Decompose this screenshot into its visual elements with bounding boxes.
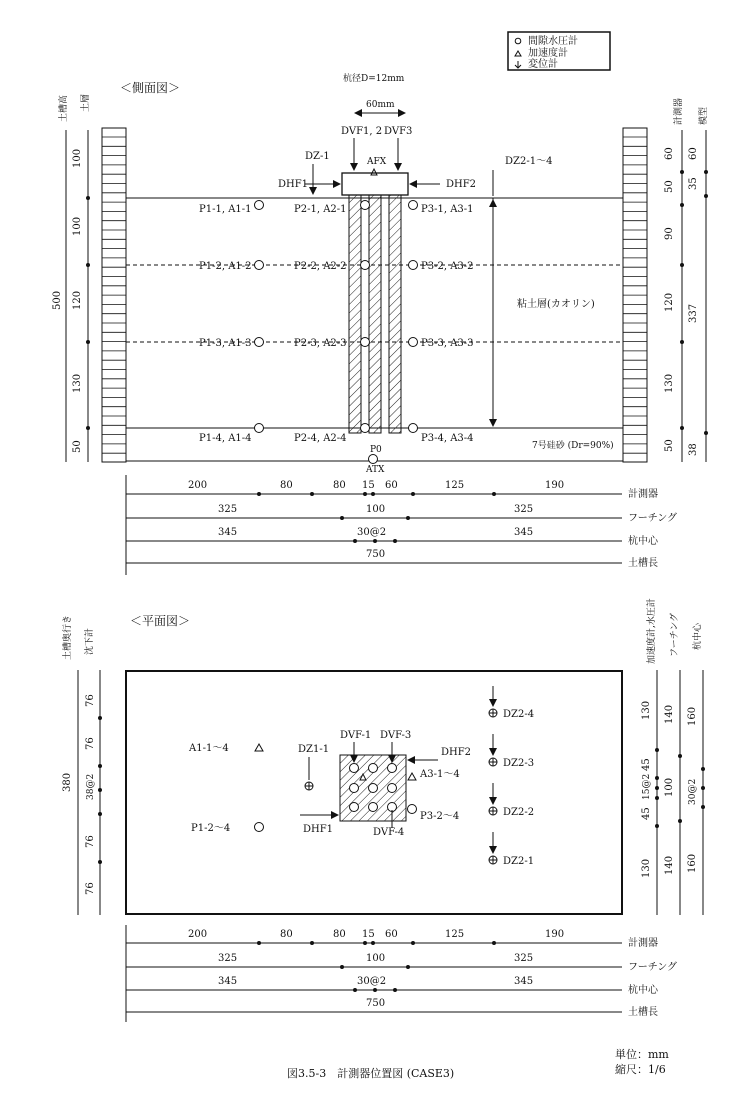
plan-view-title: ＜平面図＞ [130, 614, 191, 628]
dim-top-r1-125: 125 [445, 480, 465, 491]
instrument-header: 計測器 [674, 97, 684, 125]
layer-height-5: 50 [72, 440, 83, 453]
plan-r1-45a: 45 [641, 758, 652, 771]
model-height-4: 38 [688, 443, 699, 456]
dim-top-r1-60: 60 [385, 480, 398, 491]
a3-accelerometer-icon [408, 773, 416, 780]
pile-2 [369, 195, 381, 433]
plan-r1-45b: 45 [641, 807, 652, 820]
dvf12-label: DVF1, 2 [341, 126, 383, 137]
dz2-3-label: DZ2-3 [503, 758, 535, 769]
model-height-3: 337 [688, 303, 699, 323]
pile-center-header: 杭中心 [693, 622, 703, 650]
dz2-1-label: DZ2-1 [503, 856, 535, 867]
plan-r1-15x2: 15@2 [642, 773, 652, 800]
side-view-title: ＜側面図＞ [120, 81, 181, 95]
sensor-p2-4: P2-4, A2-4 [294, 433, 347, 444]
plan-dvf3-label: DVF-3 [380, 730, 412, 741]
dim-bot-label-pile: 杭中心 [628, 985, 658, 996]
legend-disp: 変位計 [528, 59, 558, 70]
plan-dhf2-label: DHF2 [441, 747, 472, 758]
plan-left-dim-4: 76 [85, 835, 96, 848]
clay-layer-label: 粘土層(カオリン) [517, 299, 595, 310]
dim-bot-r1-60: 60 [385, 929, 398, 940]
footing [342, 173, 408, 195]
scale-label: 縮尺：1/6 [615, 1063, 666, 1076]
dz2-sensors [489, 686, 534, 867]
dim-bot-label-instr: 計測器 [628, 938, 658, 949]
p3-pore-icon [408, 805, 417, 814]
dhf2-label: DHF2 [446, 179, 477, 190]
sensor-p3-2: P3-2, A3-2 [421, 261, 474, 272]
plan-r3-30x2: 30@2 [688, 778, 698, 805]
dim-bot-r1-200: 200 [188, 929, 208, 940]
instr-height-3: 90 [664, 227, 675, 240]
pile-3 [389, 195, 401, 433]
dim-bot-label-tank: 土槽長 [628, 1007, 658, 1018]
tank-height-header: 土槽高 [59, 94, 69, 122]
layer-height-4: 130 [72, 373, 83, 393]
instr-height-1: 60 [664, 147, 675, 160]
accel-pore-header: 加速度計,水圧計 [647, 598, 657, 664]
dim-bot-r2-325a: 325 [218, 953, 238, 964]
dim-bot-label-footing: フーチング [628, 962, 677, 973]
plan-r2-140b: 140 [664, 855, 675, 875]
dim-bot-r4-750: 750 [366, 998, 386, 1009]
dim-bot-r1-190: 190 [545, 929, 565, 940]
dim-bot-r3-30x2: 30@2 [357, 976, 387, 987]
legend-accel: 加速度計 [528, 48, 568, 59]
footing-width-label: 60mm [366, 100, 395, 110]
tank-height-total: 500 [52, 290, 63, 310]
unit-label: 単位：mm [615, 1048, 669, 1061]
plan-left-dim-5: 76 [85, 882, 96, 895]
dz1-label: DZ-1 [305, 151, 330, 162]
sensor-p3-1: P3-1, A3-1 [421, 204, 474, 215]
dim-top-r1-190: 190 [545, 480, 565, 491]
afx-label: AFX [367, 157, 387, 167]
instr-height-2: 50 [664, 180, 675, 193]
dim-bot-r1-15: 15 [362, 929, 375, 940]
sensor-row-4 [199, 433, 474, 444]
sensor-row-3 [199, 338, 474, 349]
dim-top-r2-100: 100 [366, 504, 386, 515]
instr-height-4: 120 [664, 292, 675, 312]
a1-accelerometer-icon [255, 744, 263, 751]
layer-height-3: 120 [72, 290, 83, 310]
dims-bottom [126, 925, 677, 1022]
p0-label: P0 [370, 445, 382, 455]
plan-a1-label: A1-1～4 [189, 743, 229, 754]
dim-bot-r1-80b: 80 [333, 929, 346, 940]
dim-top-r2-325b: 325 [514, 504, 534, 515]
sand-layer-label: 7号硅砂 (Dr=90%) [532, 441, 614, 451]
layer-height-1: 100 [72, 148, 83, 168]
legend [508, 32, 610, 70]
instr-height-5: 130 [664, 373, 675, 393]
plan-left-dim-3: 38@2 [86, 773, 96, 800]
dim-top-label-pile: 杭中心 [628, 536, 658, 547]
dim-bot-r1-125: 125 [445, 929, 465, 940]
dim-top-r3-345b: 345 [514, 527, 534, 538]
plan-dhf1-label: DHF1 [303, 824, 334, 835]
plan-left-dim-2: 76 [85, 737, 96, 750]
dim-top-r4-750: 750 [366, 549, 386, 560]
plan-left-dim-1: 76 [85, 694, 96, 707]
plan-view [61, 598, 705, 915]
model-header: 模型 [699, 106, 709, 125]
legend-pore: 間隙水圧計 [528, 36, 578, 47]
sensor-row-2 [199, 261, 474, 272]
dim-top-r2-325a: 325 [218, 504, 238, 515]
dim-top-r1-15: 15 [362, 480, 375, 491]
sensor-p1-4: P1-4, A1-4 [199, 433, 252, 444]
dz2-label: DZ2-1～4 [505, 156, 553, 167]
dim-top-r3-30x2: 30@2 [357, 527, 387, 538]
dim-bot-r1-80a: 80 [280, 929, 293, 940]
sensor-p2-1: P2-1, A2-1 [294, 204, 347, 215]
plan-p1-label: P1-2～4 [191, 823, 231, 834]
footing-header: フーチング [670, 612, 680, 657]
plan-r3-160b: 160 [687, 853, 698, 873]
layer-height-2: 100 [72, 216, 83, 236]
plan-dvf4-label: DVF-4 [373, 827, 405, 838]
sensor-p3-3: P3-3, A3-3 [421, 338, 474, 349]
dim-bot-r3-345b: 345 [514, 976, 534, 987]
side-view [52, 72, 709, 475]
model-height-2: 35 [688, 177, 699, 190]
dz2-2-label: DZ2-2 [503, 807, 535, 818]
dz2-4-label: DZ2-4 [503, 709, 535, 720]
dim-top-r3-345a: 345 [218, 527, 238, 538]
dim-top-r1-80a: 80 [280, 480, 293, 491]
plan-r2-100: 100 [664, 777, 675, 797]
plan-p3-label: P3-2～4 [420, 811, 460, 822]
sensor-row-1 [199, 204, 474, 215]
sensor-p1-1: P1-1, A1-1 [199, 204, 252, 215]
dvf3-label: DVF3 [384, 126, 413, 137]
dim-bot-r2-100: 100 [366, 953, 386, 964]
dim-bot-r2-325b: 325 [514, 953, 534, 964]
atx-label: ATX [366, 465, 385, 475]
dim-top-r1-200: 200 [188, 480, 208, 491]
plan-r1-130b: 130 [641, 858, 652, 878]
dim-bot-r3-345a: 345 [218, 976, 238, 987]
tank-depth-header: 土槽奥行き [63, 614, 73, 660]
sensor-p3-4: P3-4, A3-4 [421, 433, 474, 444]
pile-diameter-label: 杭径D=12mm [343, 74, 405, 84]
dim-top-r1-80b: 80 [333, 480, 346, 491]
sensor-p2-2: P2-2, A2-2 [294, 261, 347, 272]
plan-r1-130a: 130 [641, 700, 652, 720]
dim-top-label-instr: 計測器 [628, 489, 658, 500]
dim-top-label-footing: フーチング [628, 513, 677, 524]
sensor-p1-2: P1-2, A1-2 [199, 261, 252, 272]
figure-caption: 図3.5-3 計測器位置図 (CASE3) [287, 1067, 455, 1080]
sensor-p1-3: P1-3, A1-3 [199, 338, 252, 349]
plan-a3-label: A3-1～4 [420, 769, 460, 780]
soil-layer-header: 土層 [81, 93, 91, 112]
instr-height-6: 50 [664, 439, 675, 452]
plan-r2-140a: 140 [664, 704, 675, 724]
dims-top [126, 475, 677, 575]
dhf1-label: DHF1 [278, 179, 309, 190]
plan-dz11-label: DZ1-1 [298, 744, 330, 755]
plan-r3-160a: 160 [687, 706, 698, 726]
plan-piles [350, 764, 397, 812]
plan-dvf1-label: DVF-1 [340, 730, 372, 741]
sensor-p2-3: P2-3, A2-3 [294, 338, 347, 349]
tank-depth-total: 380 [62, 772, 73, 792]
dim-top-label-tank: 土槽長 [628, 558, 658, 569]
pile-1 [349, 195, 361, 433]
model-height-1: 60 [688, 147, 699, 160]
settlement-header: 沈下計 [85, 627, 95, 655]
p1-pore-icon [255, 823, 264, 832]
